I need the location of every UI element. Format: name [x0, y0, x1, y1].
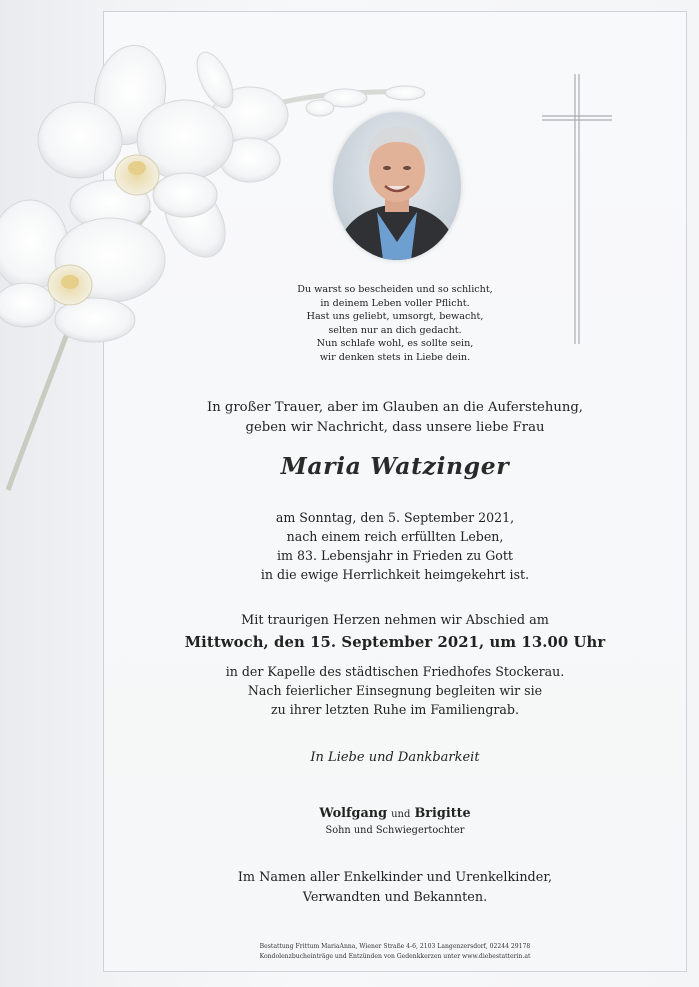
place-line: in der Kapelle des städtischen Friedhofes Stockerau.	[225, 664, 565, 679]
footer-line: Bestattung Frittum MariaAnna, Wiener Straße 4-6, 2103 Langenzersdorf, 02244 29178	[259, 943, 531, 950]
place-line: Nach feierlicher Einsegnung begleiten wir sie	[247, 683, 543, 698]
place-line: zu ihrer letzten Ruhe im Familiengrab.	[271, 702, 519, 717]
poem-line: selten nur an dich gedacht.	[328, 324, 462, 336]
family-line: Verwandten und Bekannten.	[302, 889, 488, 905]
family-text	[103, 868, 687, 907]
poem-line: wir denken stets in Liebe dein.	[319, 351, 471, 363]
portrait-icon	[333, 112, 461, 260]
intro-line: geben wir Nachricht, dass unsere liebe Frau	[245, 419, 545, 435]
intro-text	[103, 398, 687, 437]
mourner-names	[103, 806, 687, 821]
poem-line: Hast uns geliebt, umsorgt, bewacht,	[306, 311, 484, 323]
death-line: im 83. Lebensjahr in Frieden zu Gott	[277, 548, 513, 563]
farewell-text: Mit traurigen Herzen nehmen wir Abschied am	[241, 613, 549, 628]
mourner-first: Wolfgang	[319, 806, 388, 821]
mourner-joiner: und	[391, 809, 411, 820]
funeral-date: Mittwoch, den 15. September 2021, um 13.00 Uhr	[184, 634, 606, 651]
thanks-text: In Liebe und Dankbarkeit	[310, 750, 480, 765]
poem	[103, 283, 687, 365]
family-line: Im Namen aller Enkelkinder und Urenkelkinder,	[237, 870, 553, 885]
mourner-relation: Sohn und Schwiegertochter	[325, 825, 465, 836]
deceased-name: Maria Watzinger	[280, 452, 510, 480]
poem-line: in deinem Leben voller Pflicht.	[320, 297, 470, 309]
death-line: nach einem reich erfüllten Leben,	[286, 529, 504, 544]
poem-line: Du warst so bescheiden und so schlicht,	[297, 284, 493, 295]
death-notice	[103, 508, 687, 584]
portrait-photo	[333, 112, 461, 260]
death-line: am Sonntag, den 5. September 2021,	[275, 510, 515, 525]
poem-line: Nun schlafe wohl, es sollte sein,	[316, 338, 474, 350]
funeral-place	[103, 662, 687, 719]
mourner-second: Brigitte	[414, 806, 471, 821]
footer	[103, 942, 687, 961]
footer-line: Kondolenzbucheinträge und Entzünden von Gedenkkerzen unter www.diebestatterin.at	[259, 952, 531, 960]
death-line: in die ewige Herrlichkeit heimgekehrt ist.	[260, 567, 530, 582]
intro-line: In großer Trauer, aber im Glauben an die Auferstehung,	[207, 400, 583, 415]
